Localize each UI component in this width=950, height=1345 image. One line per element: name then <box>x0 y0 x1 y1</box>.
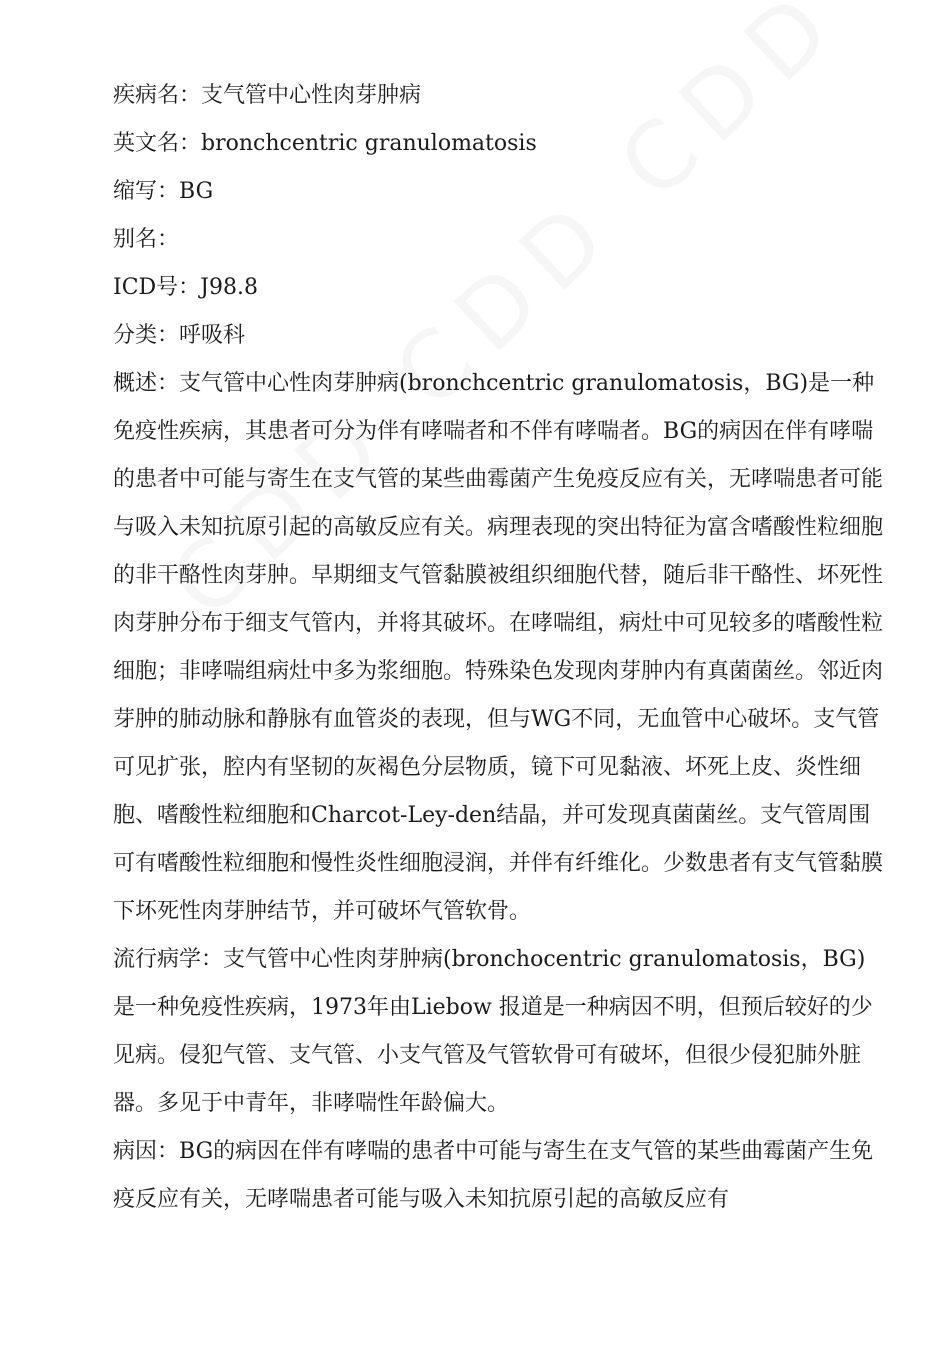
field-alias <box>113 216 883 264</box>
document-content <box>113 72 883 1224</box>
field-label: ICD号： <box>113 275 201 300</box>
field-label: 别名： <box>113 227 180 252</box>
field-value: BG <box>179 179 214 204</box>
field-label: 流行病学： <box>113 947 224 972</box>
field-value: 呼吸科 <box>179 323 246 348</box>
field-category <box>113 312 883 360</box>
field-abbreviation <box>113 168 883 216</box>
field-english-name <box>113 120 883 168</box>
field-disease-name <box>113 72 883 120</box>
field-label: 分类： <box>113 323 180 348</box>
field-value: bronchcentric granulomatosis <box>201 131 537 156</box>
field-label: 概述： <box>113 371 180 396</box>
field-label: 英文名： <box>113 131 202 156</box>
field-value: 支气管中心性肉芽肿病(bronchcentric granulomatosis，BG)是一种免疫性疾病，其患者可分为伴有哮喘者和不伴有哮喘者。BG的病因在伴有哮喘的患者中可能与寄生在支气管的某些曲霉菌产生免疫反应有关，无哮喘患者可能与吸入未知抗原引起的高敏反应有关。病理表现的突出特征为富含嗜酸性粒细胞的非干酪性肉芽肿。早期细支气管黏膜被组织细胞代替，随后非干酪性、坏死性肉芽肿分布于细支气管内，并将其破坏。在哮喘组，病灶中可见较多的嗜酸性粒细胞；非哮喘组病灶中多为浆细胞。特殊染色发现肉芽肿内有真菌菌丝。邻近肉芽肿的肺动脉和静脉有血管炎的表现，但与WG不同，无血管中心破坏。支气管可见扩张，腔内有坚韧的灰褐色分层物质，镜下可见黏液、坏死上皮、炎性细胞、嗜酸性粒细胞和Charcot-Ley-den结晶，并可发现真菌菌丝。支气管周围可有嗜酸性粒细胞和慢性炎性细胞浸润，并伴有纤维化。少数患者有支气管黏膜下坏死性肉芽肿结节，并可破坏气管软骨。 <box>113 371 884 924</box>
field-label: 缩写： <box>113 179 180 204</box>
field-label: 病因： <box>113 1139 180 1164</box>
field-overview <box>113 360 883 936</box>
field-value: BG的病因在伴有哮喘的患者中可能与寄生在支气管的某些曲霉菌产生免疫反应有关，无哮喘患者可能与吸入未知抗原引起的高敏反应有 <box>113 1139 874 1212</box>
field-icd <box>113 264 883 312</box>
field-value: J98.8 <box>200 275 258 300</box>
field-value: 支气管中心性肉芽肿病 <box>201 83 422 108</box>
field-value: 支气管中心性肉芽肿病(bronchocentric granulomatosis，BG)是一种免疫性疾病，1973年由Liebow 报道是一种病因不明，但预后较好的少见病。侵犯气管、支气管、小支气管及气管软骨可有破坏，但很少侵犯肺外脏器。多见于中青年，非哮喘性年龄偏大。 <box>113 947 873 1116</box>
field-epidemiology <box>113 936 883 1128</box>
field-label: 疾病名： <box>113 83 202 108</box>
field-etiology <box>113 1128 883 1224</box>
